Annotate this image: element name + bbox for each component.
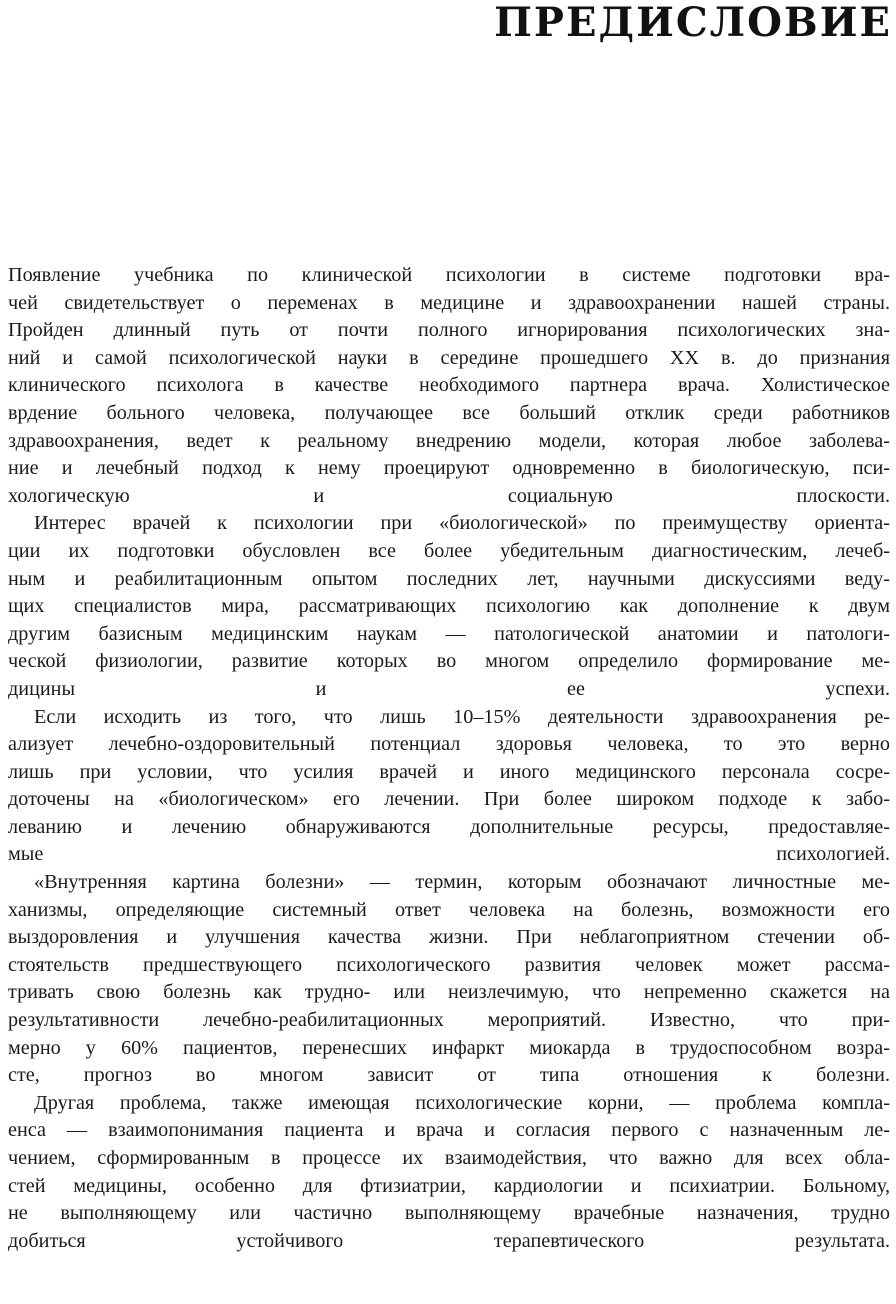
text-line: здравоохранения, ведет к реальному внедрению модели, которая любое заболева- bbox=[8, 429, 890, 452]
page-title: ПРЕДИСЛОВИЕ bbox=[494, 0, 892, 46]
text-line: дицины и ее успехи. bbox=[8, 677, 890, 700]
text-line: мерно у 60% пациентов, перенесших инфаркт миокарда в трудоспособном возра- bbox=[8, 1036, 890, 1059]
text-line: мые психологией. bbox=[8, 843, 890, 866]
text-line: Другая проблема, также имеющая психологические корни, — проблема компла- bbox=[34, 1091, 890, 1114]
text-line: чением, сформированным в процессе их взаимодействия, что важно для всех обла- bbox=[8, 1147, 890, 1169]
text-line: хологическую и социальную плоскости. bbox=[8, 484, 890, 507]
text-line: добиться устойчивого терапевтического результата. bbox=[8, 1229, 890, 1252]
body-text bbox=[8, 262, 890, 1255]
text-line: ализует лечебно-оздоровительный потенциал здоровья человека, то это верно bbox=[8, 733, 890, 756]
text-line: ние и лечебный подход к нему проецируют одновременно в биологическую, пси- bbox=[8, 457, 890, 480]
text-line: лишь при условии, что усилия врачей и иного медицинского персонала сосре- bbox=[8, 760, 890, 783]
text-line: доточены на «биологическом» его лечении. При более широком подходе к забо- bbox=[8, 788, 890, 811]
text-line: стоятельств предшествующего психологического развития человек может рассма- bbox=[8, 953, 890, 976]
text-line: Интерес врачей к психологии при «биологической» по преимуществу ориента- bbox=[34, 512, 890, 535]
paragraph bbox=[8, 704, 890, 870]
text-line: Если исходить из того, что лишь 10–15% деятельности здравоохранения ре- bbox=[34, 705, 890, 728]
text-line: врдение больного человека, получающее все больший отклик среди работников bbox=[8, 401, 890, 424]
text-line: Появление учебника по клинической психологии в системе подготовки вра- bbox=[8, 264, 890, 286]
text-line: сте, прогноз во многом зависит от типа отношения к болезни. bbox=[8, 1064, 890, 1087]
text-line: «Внутренняя картина болезни» — термин, которым обозначают личностные ме- bbox=[34, 871, 890, 894]
text-line: тривать свою болезнь как трудно- или неизлечимую, что непременно скажется на bbox=[8, 981, 890, 1004]
text-line: Пройден длинный путь от почти полного игнорирования психологических зна- bbox=[8, 319, 890, 342]
text-line: ческой физиологии, развитие которых во многом определило формирование ме- bbox=[8, 650, 890, 673]
paragraph bbox=[8, 262, 890, 510]
text-line: ний и самой психологической науки в середине прошедшего XX в. до признания bbox=[8, 346, 890, 369]
paragraph bbox=[8, 869, 890, 1090]
paragraph bbox=[8, 510, 890, 703]
text-line: клинического психолога в качестве необходимого партнера врача. Холистическое bbox=[8, 374, 890, 397]
text-line: чей свидетельствует о переменах в медицине и здравоохранении нашей страны. bbox=[8, 291, 890, 314]
text-line: не выполняющему или частично выполняющему врачебные назначения, трудно bbox=[8, 1202, 890, 1225]
text-line: леванию и лечению обнаруживаются дополнительные ресурсы, предоставляе- bbox=[8, 815, 890, 838]
text-line: ным и реабилитационным опытом последних лет, научными дискуссиями веду- bbox=[8, 567, 890, 590]
text-line: выздоровления и улучшения качества жизни. При неблагоприятном стечении об- bbox=[8, 926, 890, 949]
paragraph bbox=[8, 1090, 890, 1256]
text-line: другим базисным медицинским наукам — патологической анатомии и патологи- bbox=[8, 622, 890, 645]
text-line: стей медицины, особенно для фтизиатрии, кардиологии и психиатрии. Больному, bbox=[8, 1174, 890, 1197]
text-line: ханизмы, определяющие системный ответ человека на болезнь, возможности его bbox=[8, 898, 890, 921]
text-line: результативности лечебно-реабилитационных мероприятий. Известно, что при- bbox=[8, 1009, 890, 1032]
text-line: енса — взаимопонимания пациента и врача и согласия первого с назначенным ле- bbox=[8, 1119, 890, 1142]
text-line: ции их подготовки обусловлен все более убедительным диагностическим, лечеб- bbox=[8, 539, 890, 562]
text-line: щих специалистов мира, рассматривающих психологию как дополнение к двум bbox=[8, 595, 890, 618]
